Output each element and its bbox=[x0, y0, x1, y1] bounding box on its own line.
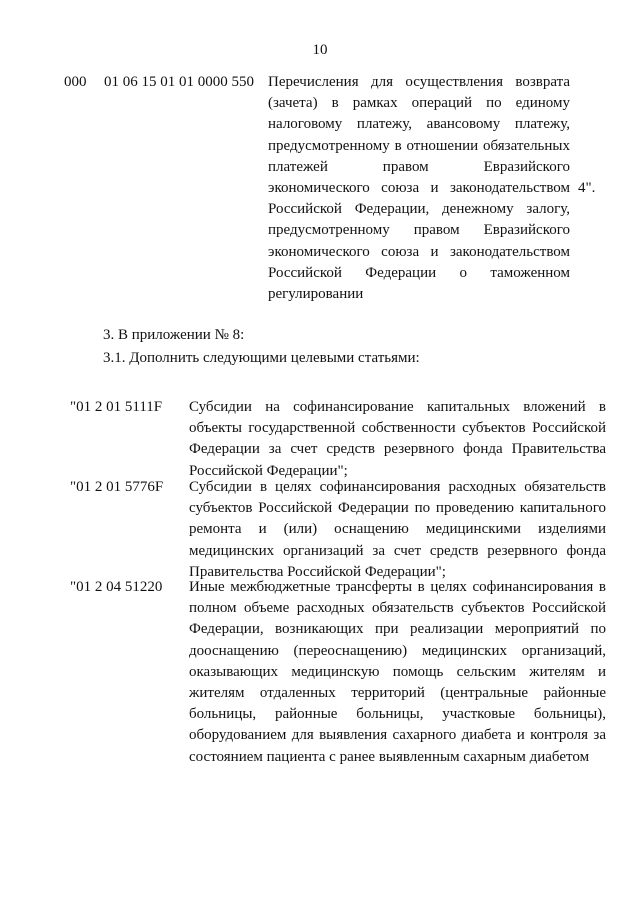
budget-classification-code: 01 06 15 01 01 0000 550 bbox=[104, 74, 254, 90]
section-heading-3: 3. В приложении № 8: bbox=[103, 327, 245, 343]
article-code: "01 2 01 5111F bbox=[70, 399, 163, 415]
admin-code: 000 bbox=[64, 74, 87, 90]
section-heading-3-1: 3.1. Дополнить следующими целевыми статьями: bbox=[103, 350, 420, 366]
article-description: Субсидии на софинансирование капитальных вложений в объекты государственной собственности субъектов Российской Федерации за счет средств резервного фонда Правительства Российской Федерации"; bbox=[189, 399, 606, 479]
row-description: Перечисления для осуществления возврата (зачета) в рамках операций по единому налоговому платежу, авансовому платежу, предусмотренному в отношении обязательных платежей правом Евразийского экономического союза и законодательством Российской Федерации, денежному залогу, предусмотренному правом Евразийского экономического союза и законодательством Российской Федерации о таможенном регулировании bbox=[268, 74, 570, 303]
article-description: Иные межбюджетные трансферты в целях софинансирования в полном объеме расходных обязательств субъектов Российской Федерации, возникающих при реализации мероприятий по дооснащению (переоснащению) медицинских организаций, оказывающих медицинскую помощь сельским жителям и жителям отдаленных территорий (центральные районные больницы, районные больницы, участковые больницы), оборудованием для выявления сахарного диабета и контроля за состоянием пациента с ранее выявленным сахарным диабетом bbox=[189, 579, 606, 765]
article-code: "01 2 04 51220 bbox=[70, 579, 163, 595]
row-suffix: 4". bbox=[578, 180, 596, 196]
article-code: "01 2 01 5776F bbox=[70, 479, 164, 495]
page-number: 10 bbox=[312, 42, 328, 58]
article-description: Субсидии в целях софинансирования расходных обязательств субъектов Российской Федерации по проведению капитального ремонта и (или) оснащению медицинскими изделиями медицинских организаций за счет средств резервного фонда Правительства Российской Федерации"; bbox=[189, 479, 606, 580]
